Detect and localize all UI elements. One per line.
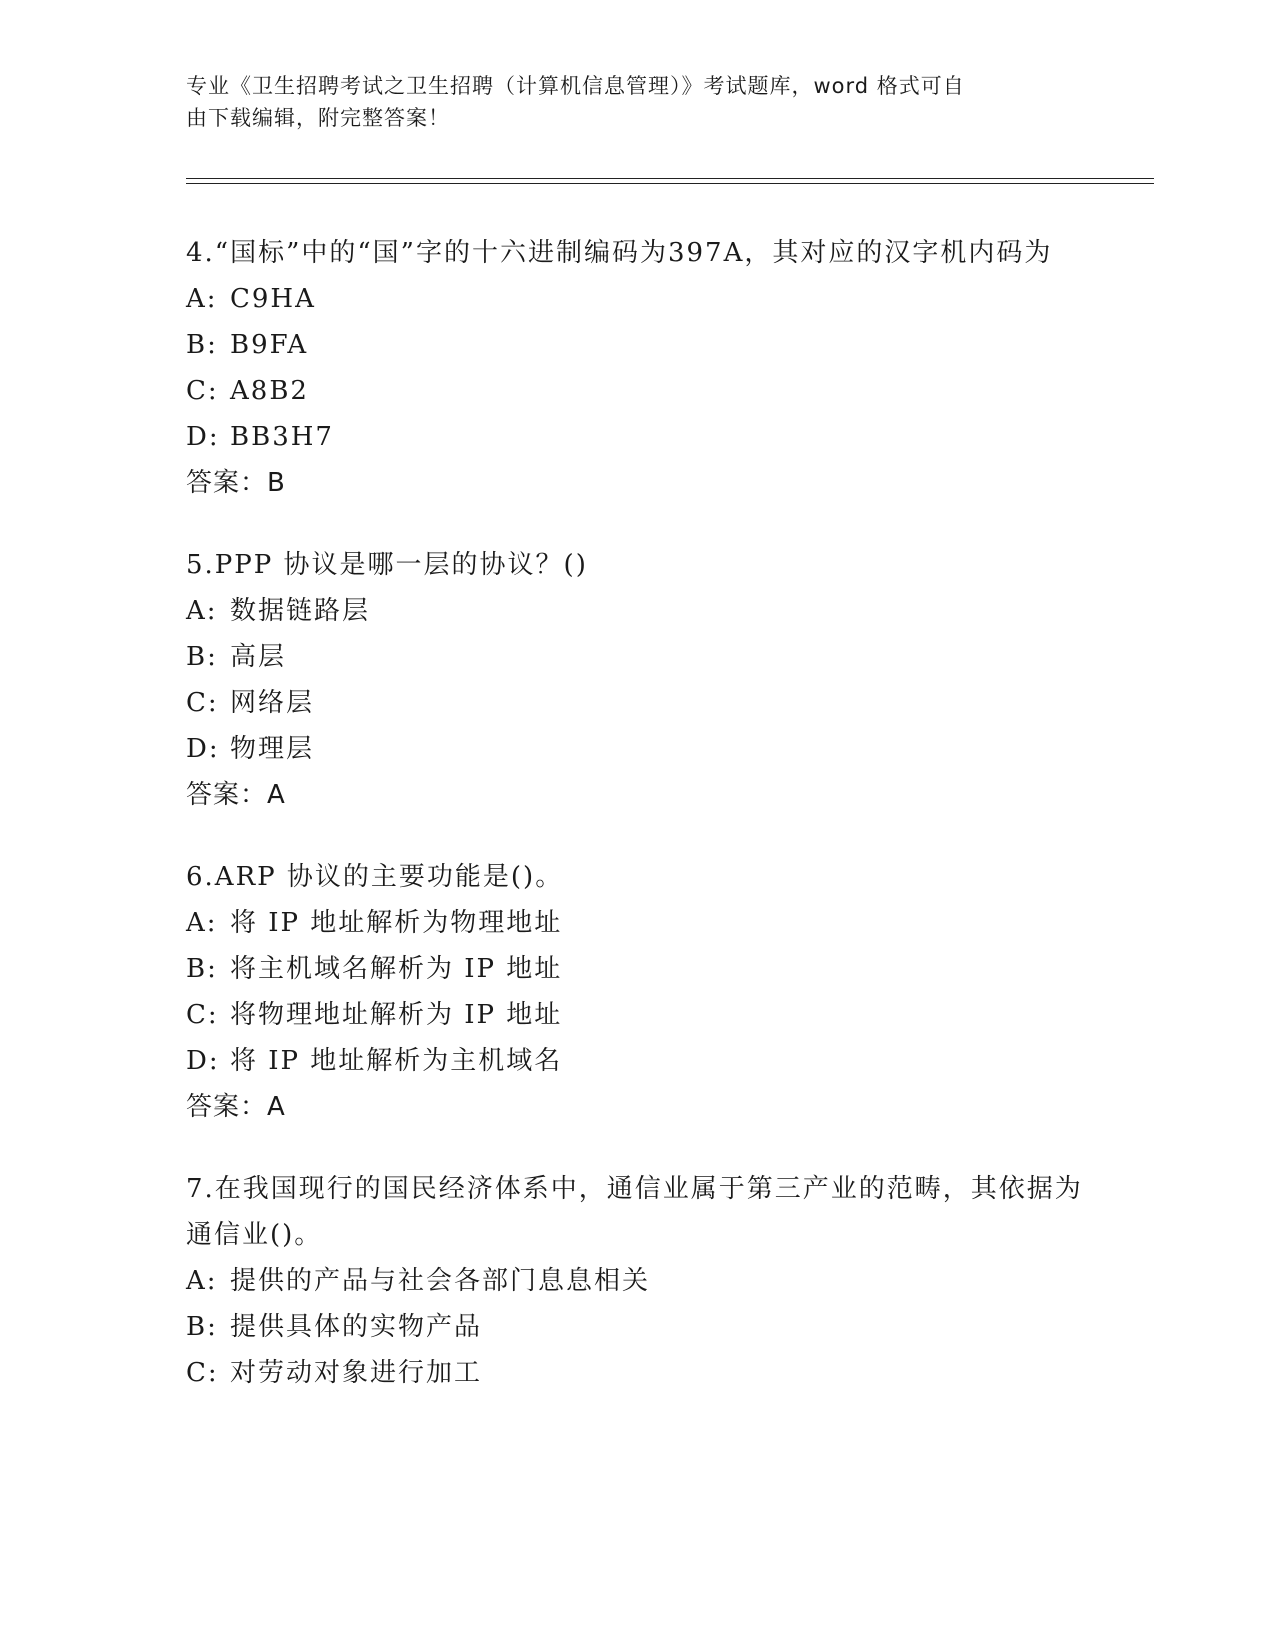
option-letter: D:	[186, 1046, 220, 1076]
option-c	[186, 680, 1086, 726]
option-b	[186, 946, 1086, 992]
question-text: 4.“国标”中的“国”字的十六进制编码为397A，其对应的汉字机内码为	[186, 238, 1053, 268]
document-header	[186, 70, 1066, 134]
answer-line: 答案：A	[186, 1092, 286, 1122]
option-a	[186, 588, 1086, 634]
option-letter: C:	[186, 1000, 219, 1030]
option-letter: A:	[186, 284, 218, 314]
option-b	[186, 322, 1086, 368]
option-c	[186, 992, 1086, 1038]
question-text: 6.ARP 协议的主要功能是()。	[186, 862, 564, 892]
option-text: 将 IP 地址解析为主机域名	[230, 1046, 563, 1076]
header-line-1: 专业《卫生招聘考试之卫生招聘（计算机信息管理）》考试题库，word 格式可自	[186, 74, 965, 98]
option-text: 将 IP 地址解析为物理地址	[230, 908, 563, 938]
option-a	[186, 900, 1086, 946]
option-letter: A:	[186, 908, 218, 938]
question-4	[186, 230, 1086, 506]
question-6	[186, 854, 1086, 1130]
question-list	[186, 230, 1086, 1432]
option-b	[186, 1304, 1086, 1350]
option-d	[186, 726, 1086, 772]
option-c	[186, 1350, 1086, 1396]
question-text: 5.PPP 协议是哪一层的协议？()	[186, 550, 588, 580]
option-text: 将主机域名解析为 IP 地址	[230, 954, 563, 984]
question-7	[186, 1166, 1086, 1396]
option-d	[186, 414, 1086, 460]
option-text: 提供的产品与社会各部门息息相关	[230, 1266, 651, 1296]
option-text: 对劳动对象进行加工	[230, 1358, 483, 1388]
option-text: BB3H7	[230, 422, 334, 452]
option-d	[186, 1038, 1086, 1084]
option-letter: B:	[186, 642, 218, 672]
option-a	[186, 1258, 1086, 1304]
header-rule-top	[186, 178, 1154, 179]
option-text: 数据链路层	[230, 596, 371, 626]
option-text: 高层	[230, 642, 287, 672]
option-text: B9FA	[230, 330, 309, 360]
option-text: A8B2	[230, 376, 309, 406]
option-text: 网络层	[230, 688, 315, 718]
option-text: 物理层	[230, 734, 315, 764]
option-letter: B:	[186, 330, 218, 360]
option-letter: A:	[186, 1266, 218, 1296]
option-letter: D:	[186, 422, 220, 452]
answer-line: 答案：B	[186, 468, 286, 498]
question-text: 7.在我国现行的国民经济体系中，通信业属于第三产业的范畴，其依据为通信业()。	[186, 1174, 1083, 1250]
option-letter: A:	[186, 596, 218, 626]
option-text: 提供具体的实物产品	[230, 1312, 483, 1342]
question-5	[186, 542, 1086, 818]
option-letter: C:	[186, 1358, 219, 1388]
option-b	[186, 634, 1086, 680]
option-a	[186, 276, 1086, 322]
option-text: 将物理地址解析为 IP 地址	[230, 1000, 563, 1030]
option-c	[186, 368, 1086, 414]
option-letter: C:	[186, 688, 219, 718]
option-text: C9HA	[230, 284, 316, 314]
option-letter: C:	[186, 376, 219, 406]
answer-line: 答案：A	[186, 780, 286, 810]
header-line-2: 由下载编辑，附完整答案！	[186, 106, 450, 130]
option-letter: B:	[186, 1312, 218, 1342]
option-letter: B:	[186, 954, 218, 984]
header-rule-bottom	[186, 183, 1154, 184]
option-letter: D:	[186, 734, 220, 764]
